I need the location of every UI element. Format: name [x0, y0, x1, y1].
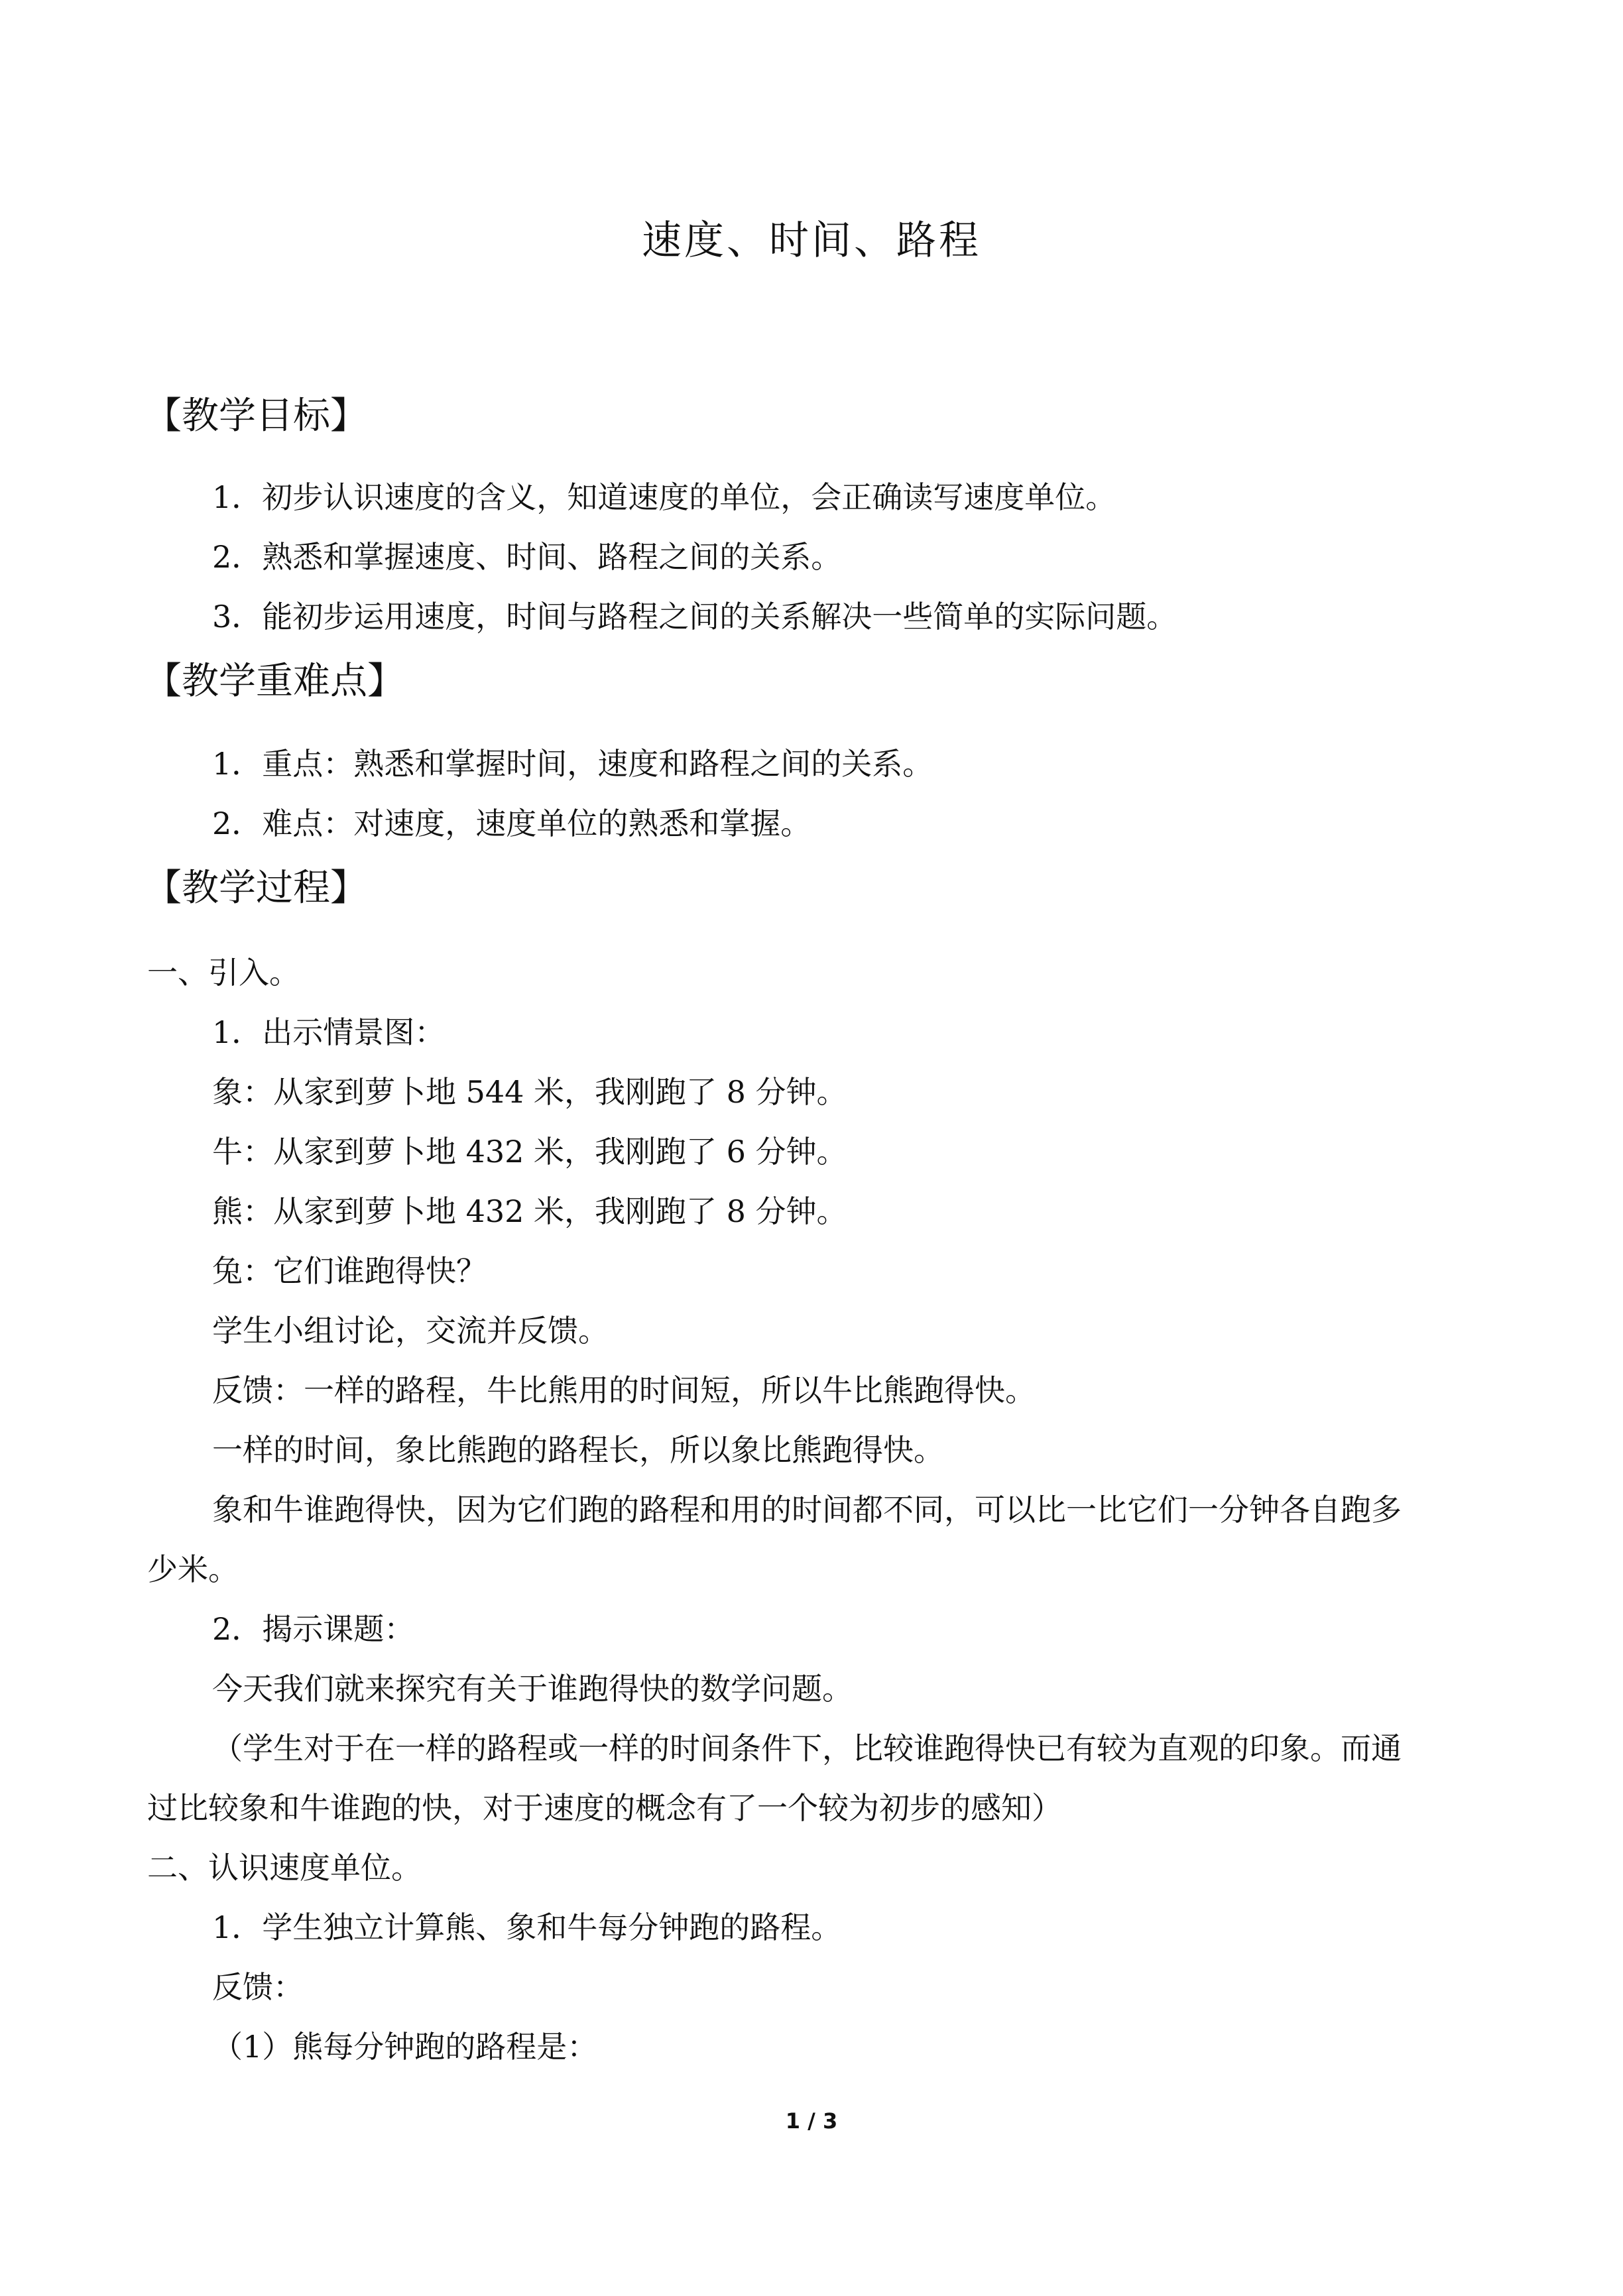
compare-line-2: 少米。 — [147, 1551, 239, 1587]
part2-feedback: 反馈： — [212, 1969, 304, 2005]
note-line-2: 过比较象和牛谁跑的快，对于速度的概念有了一个较为初步的感知） — [147, 1790, 1062, 1826]
rabbit-line: 兔：它们谁跑得快？ — [212, 1253, 487, 1289]
note-line-1: （学生对于在一样的路程或一样的时间条件下，比较谁跑得快已有较为直观的印象。而通 — [212, 1730, 1402, 1766]
feedback-line-2: 一样的时间，象比熊跑的路程长，所以象比熊跑得快。 — [212, 1432, 944, 1468]
part2-title: 二、认识速度单位。 — [147, 1850, 422, 1886]
step1-text: 1．出示情景图： — [212, 1014, 446, 1050]
page-title: 速度、时间、路程 — [642, 217, 981, 264]
key-point-item-2: 2．难点：对速度，速度单位的熟悉和掌握。 — [212, 806, 812, 841]
compare-line-1: 象和牛谁跑得快，因为它们跑的路程和用的时间都不同，可以比一比它们一分钟各自跑多 — [212, 1492, 1402, 1528]
discussion-line: 学生小组讨论，交流并反馈。 — [212, 1313, 609, 1349]
part2-step1: 1．学生独立计算熊、象和牛每分钟跑的路程。 — [212, 1909, 842, 1945]
step2-text: 2．揭示课题： — [212, 1611, 415, 1647]
objectives-heading: 【教学目标】 — [145, 394, 367, 438]
topic-line: 今天我们就来探究有关于谁跑得快的数学问题。 — [212, 1671, 853, 1707]
cow-line: 牛：从家到萝卜地 432 米，我刚跑了 6 分钟。 — [212, 1134, 847, 1170]
key-points-heading: 【教学重难点】 — [145, 660, 404, 703]
objective-item-2: 2．熟悉和掌握速度、时间、路程之间的关系。 — [212, 539, 842, 575]
objective-item-1: 1．初步认识速度的含义，知道速度的单位，会正确读写速度单位。 — [212, 479, 1116, 515]
process-heading: 【教学过程】 — [145, 867, 367, 910]
part2-sub1: （1）熊每分钟跑的路程是： — [212, 2029, 598, 2065]
part1-title: 一、引入。 — [147, 955, 300, 991]
page-number: 1 / 3 — [785, 2108, 838, 2134]
key-point-item-1: 1．重点：熟悉和掌握时间，速度和路程之间的关系。 — [212, 746, 933, 782]
bear-line: 熊：从家到萝卜地 432 米，我刚跑了 8 分钟。 — [212, 1193, 847, 1229]
elephant-line: 象：从家到萝卜地 544 米，我刚跑了 8 分钟。 — [212, 1074, 847, 1110]
feedback-line-1: 反馈：一样的路程，牛比熊用的时间短，所以牛比熊跑得快。 — [212, 1372, 1036, 1408]
objective-item-3: 3．能初步运用速度，时间与路程之间的关系解决一些简单的实际问题。 — [212, 599, 1177, 634]
